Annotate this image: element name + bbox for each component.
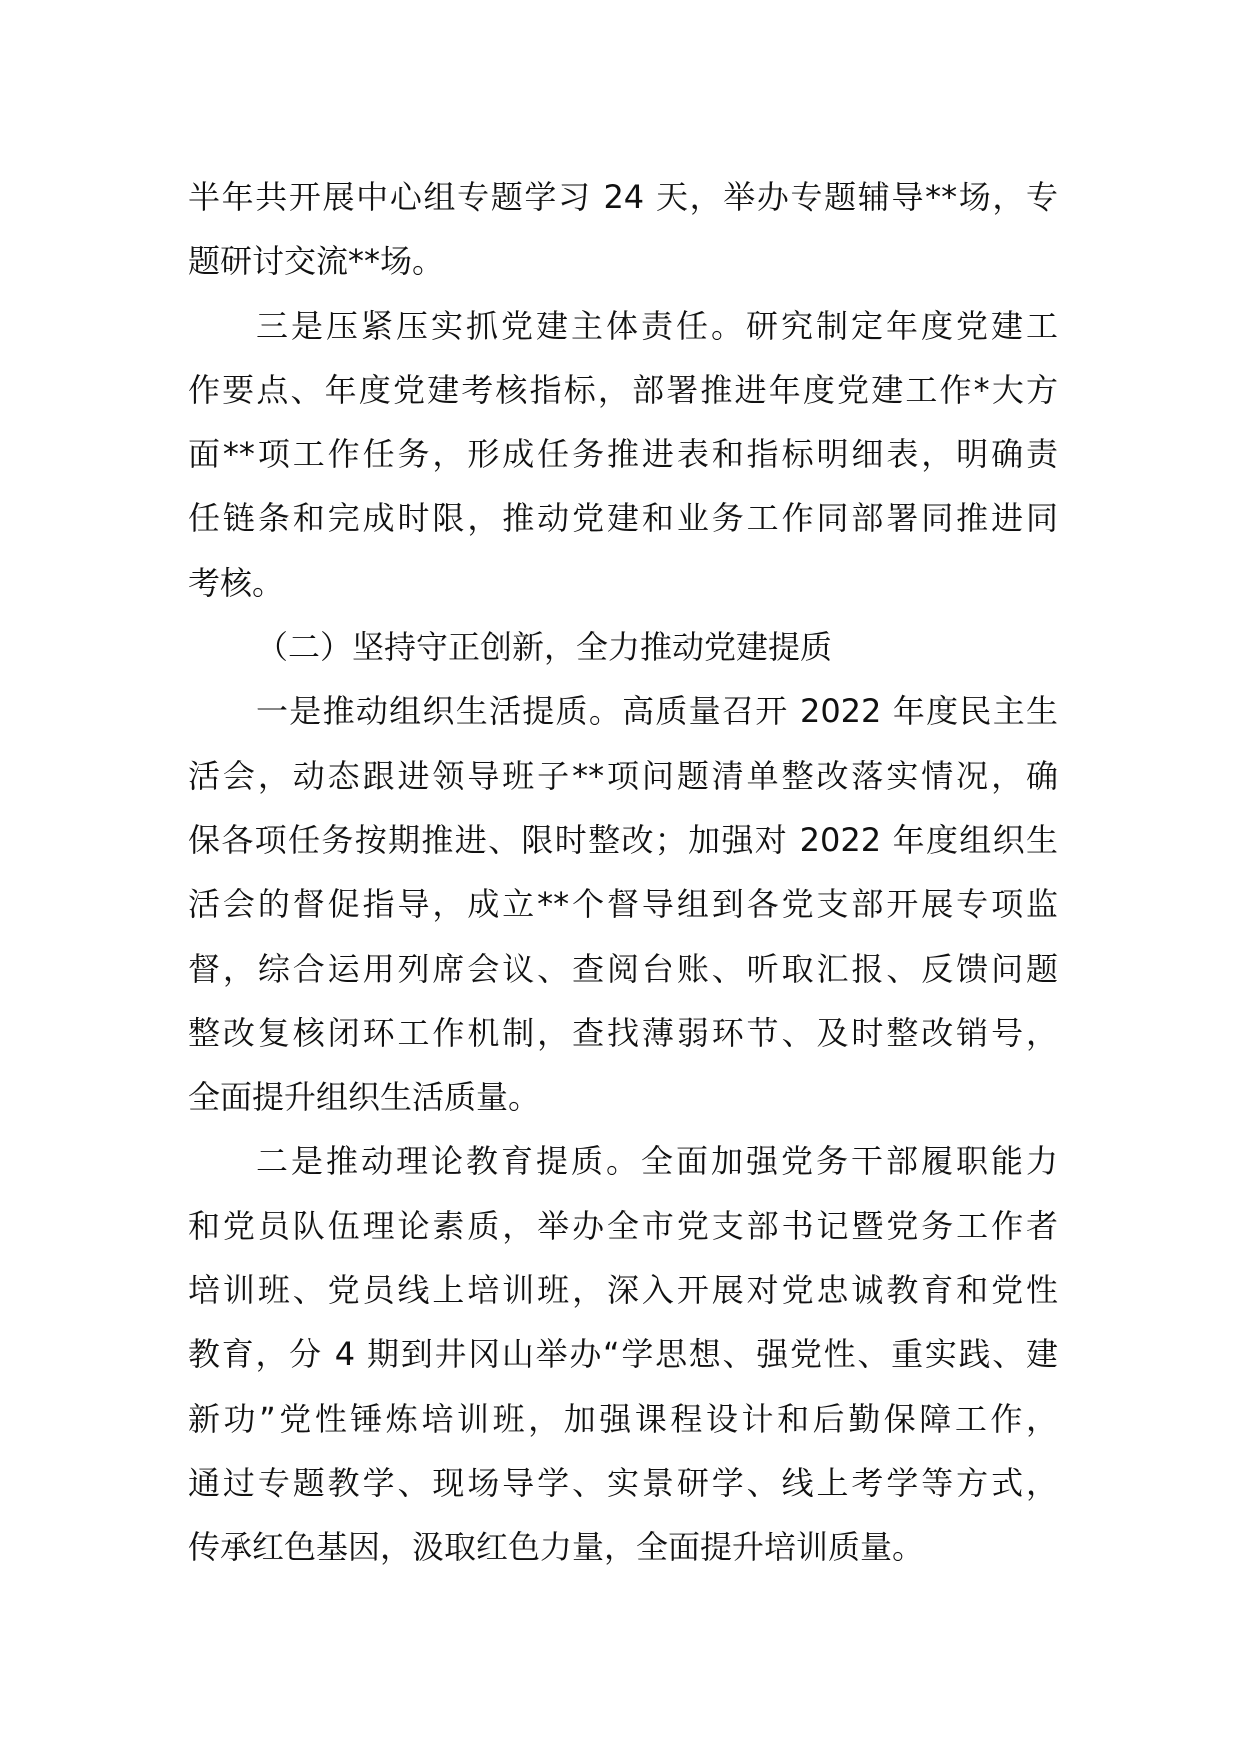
text-line: 活会的督促指导，成立**个督导组到各党支部开展专项监 [188, 885, 1058, 924]
paragraph-first-line: 三是压紧压实抓党建主体责任。研究制定年度党建工 [256, 306, 1058, 345]
text-line: 督，综合运用列席会议、查阅台账、听取汇报、反馈问题 [188, 949, 1058, 988]
paragraph-first-line: 二是推动理论教育提质。全面加强党务干部履职能力 [256, 1142, 1058, 1181]
section-heading: （二）坚持守正创新，全力推动党建提质 [256, 628, 833, 667]
text-line: 和党员队伍理论素质，举办全市党支部书记暨党务工作者 [188, 1206, 1058, 1245]
text-line: 任链条和完成时限，推动党建和业务工作同部署同推进同 [188, 499, 1058, 538]
document-body [188, 165, 1058, 1580]
text-line: 考核。 [188, 563, 285, 602]
text-line: 教育，分 4 期到井冈山举办“学思想、强党性、重实践、建 [188, 1335, 1058, 1374]
text-line: 保各项任务按期推进、限时整改；加强对 2022 年度组织生 [188, 820, 1058, 859]
text-line: 新功”党性锤炼培训班，加强课程设计和后勤保障工作， [188, 1399, 1058, 1438]
text-line: 作要点、年度党建考核指标，部署推进年度党建工作*大方 [188, 370, 1058, 409]
text-line: 整改复核闭环工作机制，查找薄弱环节、及时整改销号， [188, 1013, 1058, 1052]
text-line: 传承红色基因，汲取红色力量，全面提升培训质量。 [188, 1528, 925, 1567]
text-line: 面**项工作任务，形成任务推进表和指标明细表，明确责 [188, 435, 1058, 474]
text-line: 半年共开展中心组专题学习 24 天，举办专题辅导**场，专 [188, 178, 1058, 216]
text-line: 活会，动态跟进领导班子**项问题清单整改落实情况，确 [188, 756, 1058, 795]
text-line: 全面提升组织生活质量。 [188, 1078, 541, 1117]
text-line: 题研讨交流**场。 [188, 242, 445, 281]
paragraph-first-line: 一是推动组织生活提质。高质量召开 2022 年度民主生 [256, 692, 1058, 731]
text-line: 通过专题教学、现场导学、实景研学、线上考学等方式， [188, 1463, 1058, 1502]
text-line: 培训班、党员线上培训班，深入开展对党忠诚教育和党性 [188, 1271, 1058, 1310]
